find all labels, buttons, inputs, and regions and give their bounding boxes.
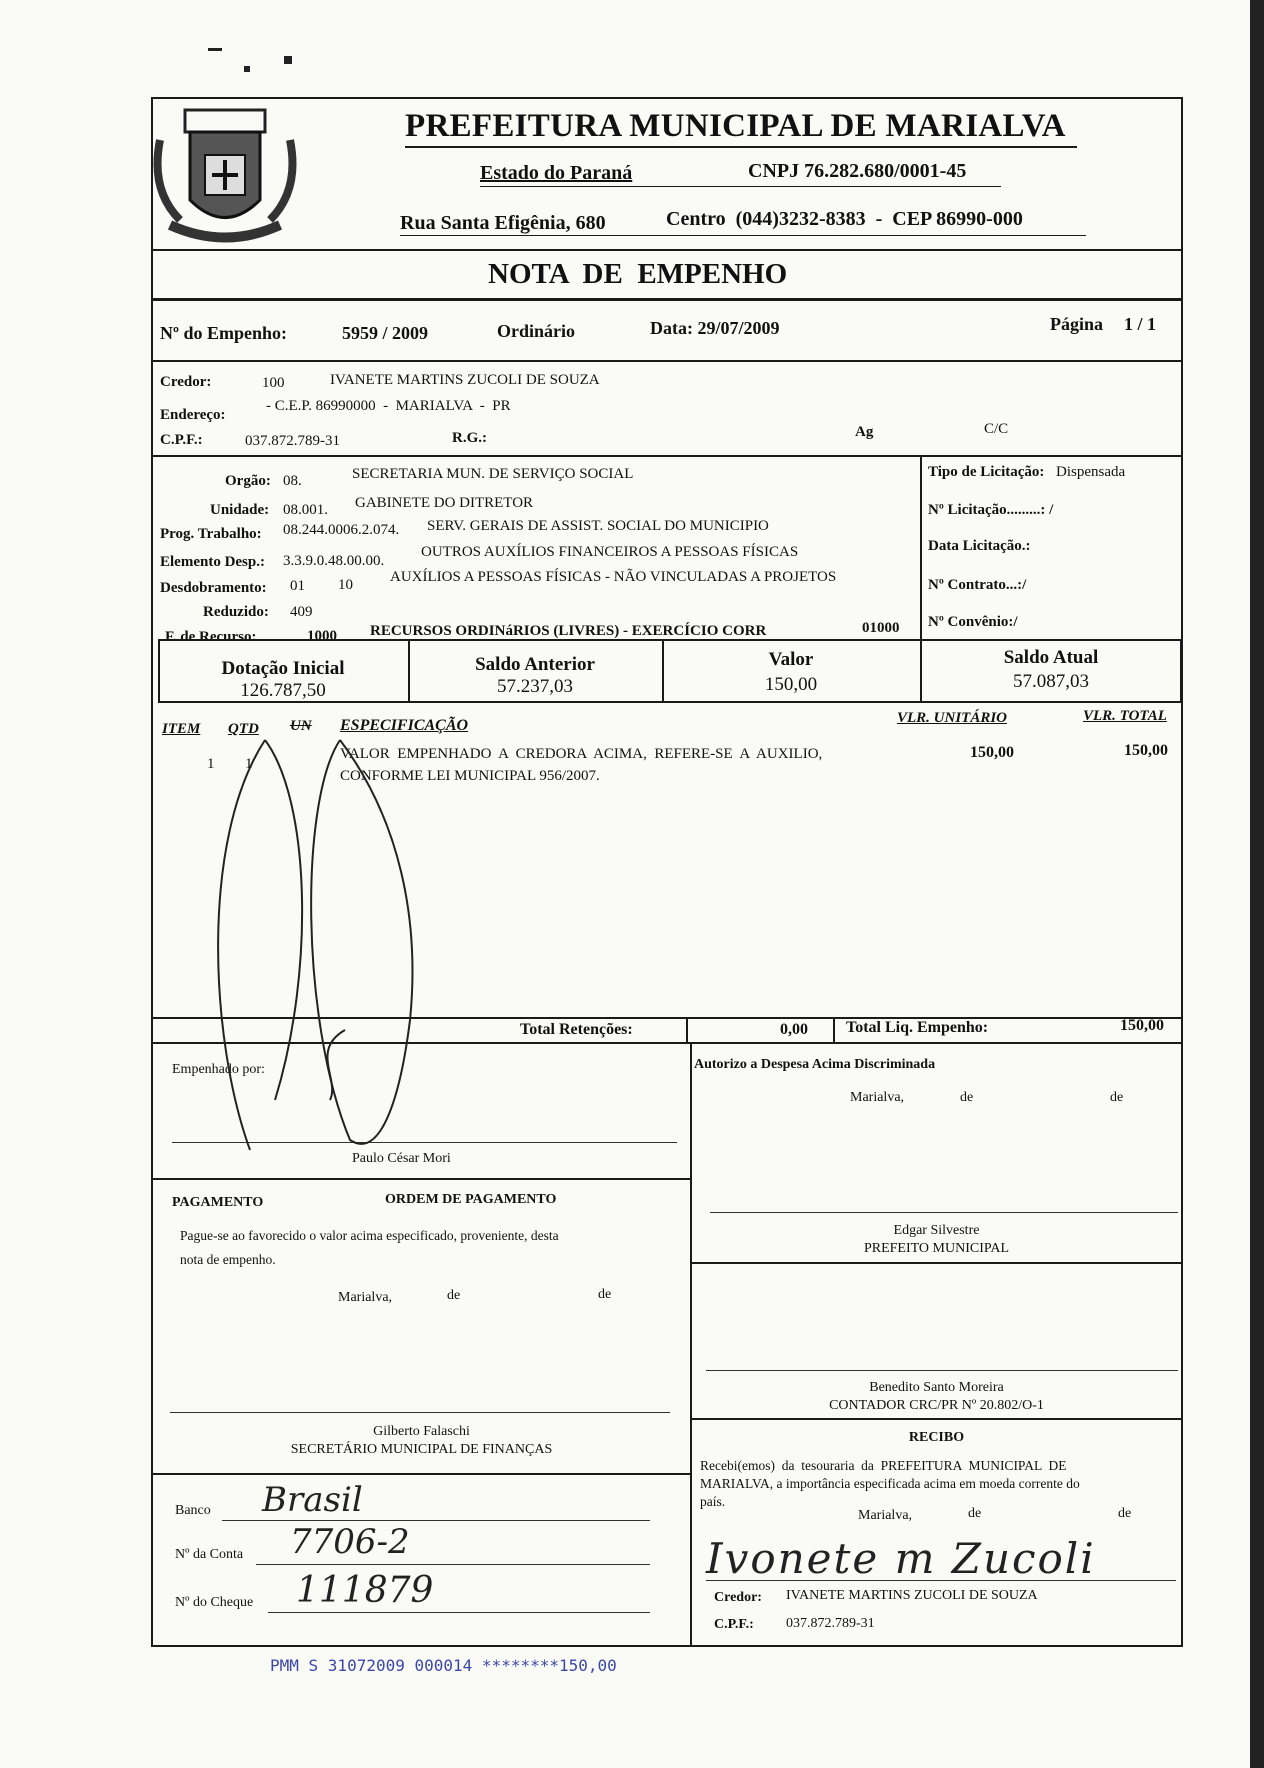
scan-edge	[1250, 0, 1264, 1768]
secretario-nome: Gilberto Falaschi	[373, 1424, 470, 1439]
payment-stamp: PMM S 31072009 000014 ********150,00	[270, 1656, 617, 1675]
saldo-anterior-value: 57.237,03	[497, 676, 573, 697]
endereco-label: Endereço:	[160, 407, 226, 423]
pague-line2: nota de empenho.	[180, 1252, 276, 1267]
scan-speck	[208, 48, 222, 51]
desdobramento-name: AUXÍLIOS A PESSOAS FÍSICAS - NÃO VINCULADAS A PROJETOS	[390, 569, 837, 585]
cpf-label: C.P.F.:	[160, 432, 203, 448]
endereco-value: - C.E.P. 86990000 - MARIALVA - PR	[266, 398, 511, 414]
col-total: VLR. TOTAL	[1083, 708, 1167, 724]
licitacao-convenio: Nº Convênio:/	[928, 614, 1018, 630]
orgao-name: SECRETARIA MUN. DE SERVIÇO SOCIAL	[352, 466, 634, 482]
empenho-date: Data: 29/07/2009	[650, 318, 780, 338]
autorizo-label: Autorizo a Despesa Acima Discriminada	[694, 1057, 936, 1072]
recibo-line2: MARIALVA, a importância especificada acima em moeda corrente do	[700, 1476, 1080, 1491]
credor-name: IVANETE MARTINS ZUCOLI DE SOUZA	[330, 372, 600, 388]
unidade-name: GABINETE DO DITRETOR	[355, 495, 534, 511]
dotacao-label: Dotação Inicial	[221, 658, 345, 679]
pagamento-local: Marialva,	[338, 1290, 393, 1305]
liq-value: 150,00	[1120, 1017, 1164, 1034]
header-address-rest: Centro (044)3232-8383 - CEP 86990-000	[666, 208, 1023, 230]
scan-speck	[284, 56, 292, 64]
credor-signature: Ivonete m Zucoli	[706, 1534, 1096, 1583]
rg-label: R.G.:	[452, 430, 487, 446]
empenhado-label: Empenhado por:	[172, 1062, 265, 1077]
desdobramento-label: Desdobramento:	[160, 580, 267, 596]
empenho-number: 5959 / 2009	[342, 323, 429, 343]
row-desc2: CONFORME LEI MUNICIPAL 956/2007.	[340, 768, 600, 784]
recibo-de1: de	[968, 1506, 982, 1521]
licitacao-data: Data Licitação.:	[928, 538, 1031, 554]
retencoes-label: Total Retenções:	[520, 1021, 633, 1038]
row-total: 150,00	[1124, 742, 1168, 759]
page-number: 1 / 1	[1124, 314, 1157, 334]
licitacao-tipo-label: Tipo de Licitação:	[928, 464, 1045, 480]
recibo-local: Marialva,	[858, 1508, 913, 1523]
recibo-credor-label: Credor:	[714, 1590, 762, 1605]
licitacao-numero: Nº Licitação.........: /	[928, 502, 1054, 518]
retencoes-value: 0,00	[780, 1021, 808, 1038]
col-espec: ESPECIFICAÇÃO	[340, 717, 469, 734]
rubric-signature-icon	[200, 720, 450, 1180]
empenho-type: Ordinário	[497, 321, 576, 341]
elemento-label: Elemento Desp.:	[160, 554, 265, 570]
elemento-code: 3.3.9.0.48.00.00.	[283, 553, 385, 569]
page-label: Página	[1050, 314, 1104, 334]
autorizo-local: Marialva,	[850, 1090, 905, 1105]
pagamento-label: PAGAMENTO	[172, 1195, 264, 1210]
valor-label: Valor	[768, 649, 814, 670]
cheque-handwritten: 111879	[296, 1570, 434, 1611]
desdobramento-code2: 10	[338, 577, 353, 593]
recibo-line3: país.	[700, 1494, 726, 1509]
desdobramento-code: 01	[290, 578, 305, 594]
recibo-credor: IVANETE MARTINS ZUCOLI DE SOUZA	[786, 1588, 1038, 1603]
licitacao-tipo: Dispensada	[1056, 464, 1126, 480]
cheque-label: Nº do Cheque	[175, 1595, 254, 1610]
cc-label: C/C	[984, 421, 1009, 437]
cpf-value: 037.872.789-31	[245, 433, 340, 449]
credor-label: Credor:	[160, 374, 212, 390]
saldo-anterior-label: Saldo Anterior	[475, 654, 595, 675]
header-title: PREFEITURA MUNICIPAL DE MARIALVA	[405, 108, 1066, 144]
recibo-line1: Recebi(emos) da tesouraria da PREFEITURA MUNICIPAL DE	[700, 1458, 1067, 1473]
saldo-atual-label: Saldo Atual	[1003, 647, 1099, 668]
autorizo-de2: de	[1110, 1090, 1124, 1105]
orgao-label: Orgão:	[225, 473, 271, 489]
scan-speck	[244, 66, 250, 72]
header-state: Estado do Paraná	[480, 162, 633, 184]
col-qtd: QTD	[228, 721, 259, 737]
ordem-label: ORDEM DE PAGAMENTO	[385, 1192, 557, 1207]
contador-cargo: CONTADOR CRC/PR Nº 20.802/O-1	[829, 1398, 1044, 1413]
recibo-cpf-label: C.P.F.:	[714, 1617, 754, 1632]
saldo-atual-value: 57.087,03	[1013, 671, 1089, 692]
dotacao-value: 126.787,50	[240, 680, 326, 701]
conta-label: Nº da Conta	[175, 1547, 244, 1562]
prog-label: Prog. Trabalho:	[160, 526, 262, 542]
pagamento-de2: de	[598, 1287, 612, 1302]
licitacao-contrato: Nº Contrato...:/	[928, 577, 1027, 593]
recurso-name: RECURSOS ORDINáRIOS (LIVRES) - EXERCÍCIO CORR	[370, 623, 767, 639]
ag-label: Ag	[855, 424, 874, 440]
reduzido-label: Reduzido:	[203, 604, 269, 620]
row-item: 1	[207, 756, 215, 772]
row-qtd: 1	[245, 756, 253, 772]
col-unit: VLR. UNITÁRIO	[897, 710, 1008, 726]
header-cnpj: CNPJ 76.282.680/0001-45	[748, 160, 967, 182]
recurso-label: F. de Recurso:	[165, 629, 257, 645]
conta-handwritten: 7706-2	[290, 1522, 410, 1562]
unidade-code: 08.001.	[283, 502, 328, 518]
elemento-name: OUTROS AUXÍLIOS FINANCEIROS A PESSOAS FÍSICAS	[421, 544, 799, 560]
coat-of-arms-icon	[150, 100, 300, 250]
col-item: ITEM	[162, 721, 201, 737]
row-desc1: VALOR EMPENHADO A CREDORA ACIMA, REFERE-SE A AUXILIO,	[340, 746, 823, 762]
empenho-label: Nº do Empenho:	[160, 323, 287, 343]
valor-value: 150,00	[764, 674, 818, 695]
prog-code: 08.244.0006.2.074.	[283, 522, 400, 538]
header-address: Rua Santa Efigênia, 680	[400, 212, 606, 234]
recibo-cpf: 037.872.789-31	[786, 1616, 875, 1631]
recibo-de2: de	[1118, 1506, 1132, 1521]
pagamento-de1: de	[447, 1288, 461, 1303]
recibo-title: RECIBO	[908, 1430, 965, 1445]
banco-label: Banco	[175, 1503, 211, 1518]
unidade-label: Unidade:	[210, 502, 270, 518]
liq-label: Total Liq. Empenho:	[846, 1019, 989, 1036]
secretario-cargo: SECRETÁRIO MUNICIPAL DE FINANÇAS	[290, 1442, 553, 1457]
empenhado-nome: Paulo César Mori	[352, 1151, 451, 1166]
contador-nome: Benedito Santo Moreira	[869, 1380, 1004, 1395]
orgao-code: 08.	[283, 473, 302, 489]
col-un: UN	[290, 718, 312, 734]
autorizo-de1: de	[960, 1090, 974, 1105]
doc-title: NOTA DE EMPENHO	[488, 258, 788, 290]
pague-line1: Pague-se ao favorecido o valor acima especificado, proveniente, desta	[180, 1228, 559, 1243]
row-unit: 150,00	[970, 744, 1014, 761]
recurso-code2: 01000	[862, 620, 900, 636]
reduzido-value: 409	[290, 604, 313, 620]
prefeito-cargo: PREFEITO MUNICIPAL	[863, 1241, 1010, 1256]
prog-name: SERV. GERAIS DE ASSIST. SOCIAL DO MUNICIPIO	[427, 518, 769, 534]
banco-handwritten: Brasil	[262, 1480, 363, 1520]
credor-code: 100	[262, 375, 285, 391]
recurso-code: 1000	[307, 628, 337, 644]
prefeito-nome: Edgar Silvestre	[893, 1223, 980, 1238]
